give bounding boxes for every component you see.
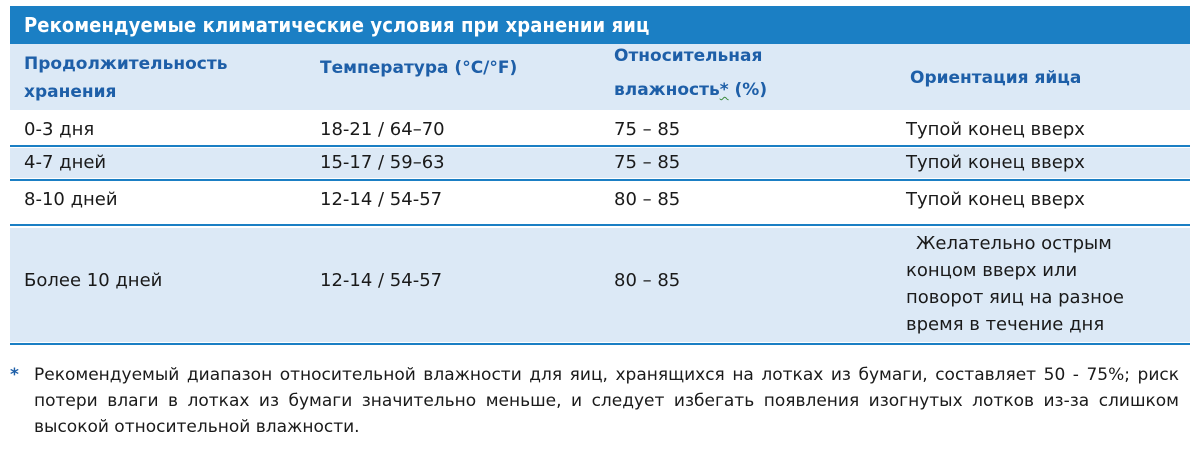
cell-temperature: 12-14 / 54-57 <box>320 270 443 291</box>
header-duration-line1: Продолжительность <box>24 54 228 74</box>
orientation-line: поворот яиц на разное <box>906 287 1124 308</box>
orientation-line: время в течение дня <box>906 314 1105 335</box>
cell-temperature: 18-21 / 64–70 <box>320 119 445 140</box>
table-row <box>10 114 1190 144</box>
cell-orientation: Тупой конец вверх <box>906 119 1085 140</box>
row-divider <box>10 145 1190 147</box>
header-duration-line2: хранения <box>24 82 117 102</box>
footnote-asterisk: * <box>10 365 19 385</box>
cell-orientation <box>906 230 1124 338</box>
table-header-row <box>10 44 1190 110</box>
header-orientation: Ориентация яйца <box>910 68 1082 88</box>
table-bottom-border <box>10 343 1190 345</box>
cell-duration: 4-7 дней <box>24 152 107 173</box>
cell-temperature: 15-17 / 59–63 <box>320 152 445 173</box>
row-divider <box>10 179 1190 181</box>
header-duration <box>24 50 227 106</box>
cell-humidity: 75 – 85 <box>614 152 681 173</box>
cell-duration: 0-3 дня <box>24 119 95 140</box>
header-humidity-line1: Относительная <box>614 46 763 66</box>
table-row <box>10 183 1190 223</box>
cell-duration: 8-10 дней <box>24 189 118 210</box>
row-divider <box>10 224 1190 226</box>
header-temperature: Температура (°C/°F) <box>320 58 518 78</box>
header-humidity-unit: (%) <box>728 80 768 100</box>
table-row <box>10 228 1190 342</box>
cell-humidity: 80 – 85 <box>614 189 681 210</box>
header-humidity-line2 <box>614 76 767 104</box>
cell-orientation: Тупой конец вверх <box>906 189 1085 210</box>
table-row <box>10 148 1190 178</box>
footnote-marker: * <box>719 80 729 100</box>
header-humidity <box>614 42 767 104</box>
table-title: Рекомендуемые климатические условия при хранении яиц <box>10 6 1190 44</box>
footnote-text: Рекомендуемый диапазон относительной влажности для яиц, хранящихся на лотках из бумаги, составляет 50 - 75%; риск потери влаги в лотках из бумаги значительно меньше, и следует избегать появления изогнутых лотков из-за слишком высокой относительной влажности. <box>34 365 1179 437</box>
cell-humidity: 75 – 85 <box>614 119 681 140</box>
cell-temperature: 12-14 / 54-57 <box>320 189 443 210</box>
orientation-line: концом вверх или <box>906 260 1078 281</box>
header-humidity-word: влажность <box>614 80 720 100</box>
cell-humidity: 80 – 85 <box>614 270 681 291</box>
cell-orientation: Тупой конец вверх <box>906 152 1085 173</box>
cell-duration: Более 10 дней <box>24 270 163 291</box>
orientation-line: Желательно острым <box>916 233 1112 254</box>
